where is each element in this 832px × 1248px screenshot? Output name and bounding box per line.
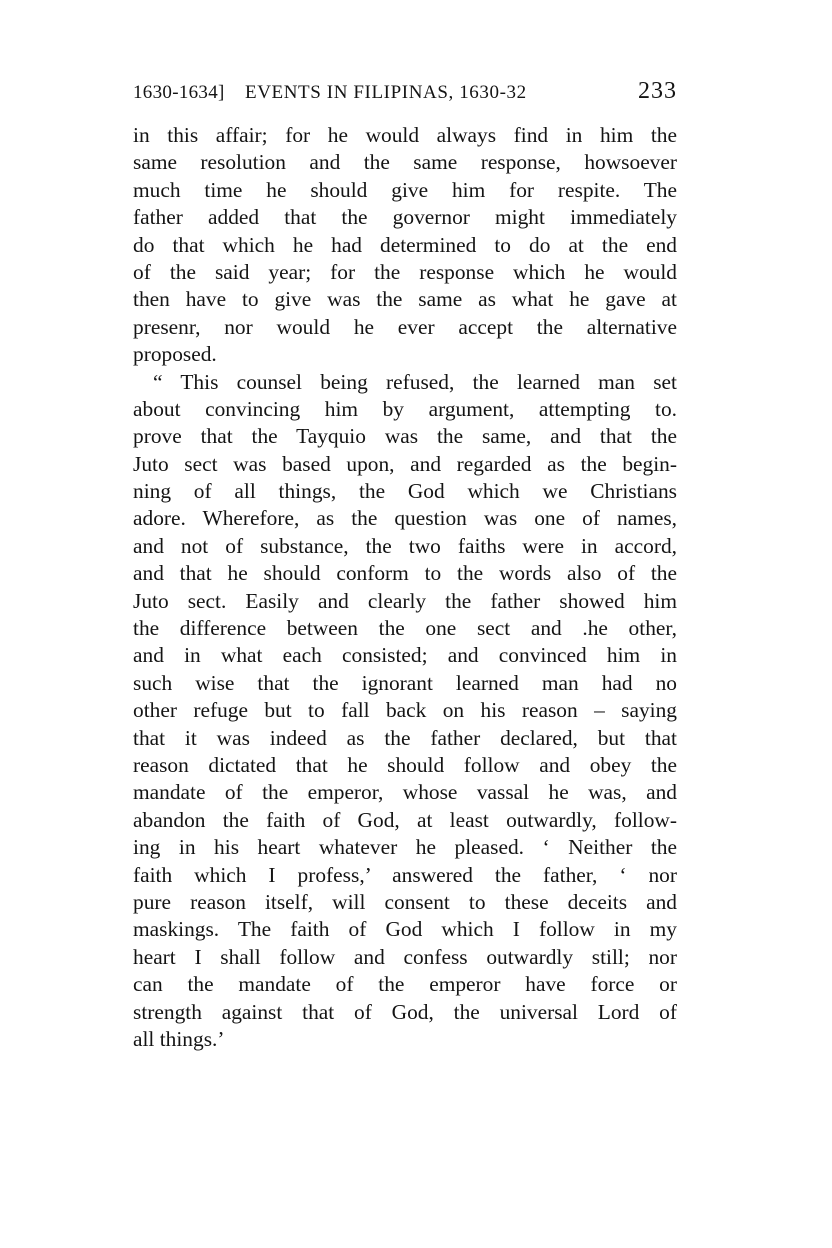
text-line: other refuge but to fall back on his reason – saying (133, 698, 677, 723)
text-line: such wise that the ignorant learned man had no (133, 670, 677, 695)
text-line: and in what each consisted; and convinced him in (133, 643, 677, 668)
text-line: Juto sect. Easily and clearly the father showed him (133, 588, 677, 613)
text-line: do that which he had determined to do at the end (133, 232, 677, 257)
text-line: and not of substance, the two faiths were in accord, (133, 533, 677, 558)
text-line: much time he should give him for respite. The (133, 177, 677, 202)
text-line: of the said year; for the response which he would (133, 259, 677, 284)
text-line: can the mandate of the emperor have force or (133, 972, 677, 997)
text-line: ning of all things, the God which we Christians (133, 479, 677, 504)
text-line: prove that the Tayquio was the same, and that the (133, 424, 677, 449)
paragraph-end-line: proposed. (133, 342, 217, 367)
text-line: ing in his heart whatever he pleased. ‘ Neither the (133, 835, 677, 860)
paragraph-end-line: all things.’ (133, 1026, 225, 1051)
body-text (133, 122, 677, 1053)
page-number: 233 (638, 78, 677, 104)
text-line: abandon the faith of God, at least outwardly, follow- (133, 807, 677, 832)
paragraph-start-line: “ This counsel being refused, the learned man set (153, 369, 677, 394)
text-line: that it was indeed as the father declared, but that (133, 725, 677, 750)
text-line: about convincing him by argument, attempting to. (133, 396, 677, 421)
text-line: father added that the governor might immediately (133, 205, 677, 230)
text-line: heart I shall follow and confess outwardly still; nor (133, 944, 677, 969)
text-line: in this affair; for he would always find in him the (133, 123, 677, 147)
text-line: maskings. The faith of God which I follow in my (133, 917, 677, 942)
running-head (133, 76, 677, 110)
date-range: 1630-1634] (133, 82, 225, 103)
text-line: reason dictated that he should follow and obey the (133, 752, 677, 777)
text-line: mandate of the emperor, whose vassal he was, and (133, 780, 677, 805)
text-line: adore. Wherefore, as the question was one of names, (133, 506, 677, 531)
text-line: faith which I profess,’ answered the father, ‘ nor (133, 862, 677, 887)
text-line: strength against that of God, the universal Lord of (133, 999, 677, 1024)
text-line: and that he should conform to the words also of the (133, 561, 677, 586)
text-line: then have to give was the same as what he gave at (133, 287, 677, 312)
text-line: the difference between the one sect and .he other, (133, 616, 677, 641)
text-line: presenr, nor would he ever accept the alternative (133, 314, 677, 339)
text-line: same resolution and the same response, howsoever (133, 150, 677, 175)
text-line: Juto sect was based upon, and regarded as the begin- (133, 451, 677, 476)
chapter-title: EVENTS IN FILIPINAS, 1630-32 (245, 82, 527, 103)
text-line: pure reason itself, will consent to these deceits and (133, 889, 677, 914)
